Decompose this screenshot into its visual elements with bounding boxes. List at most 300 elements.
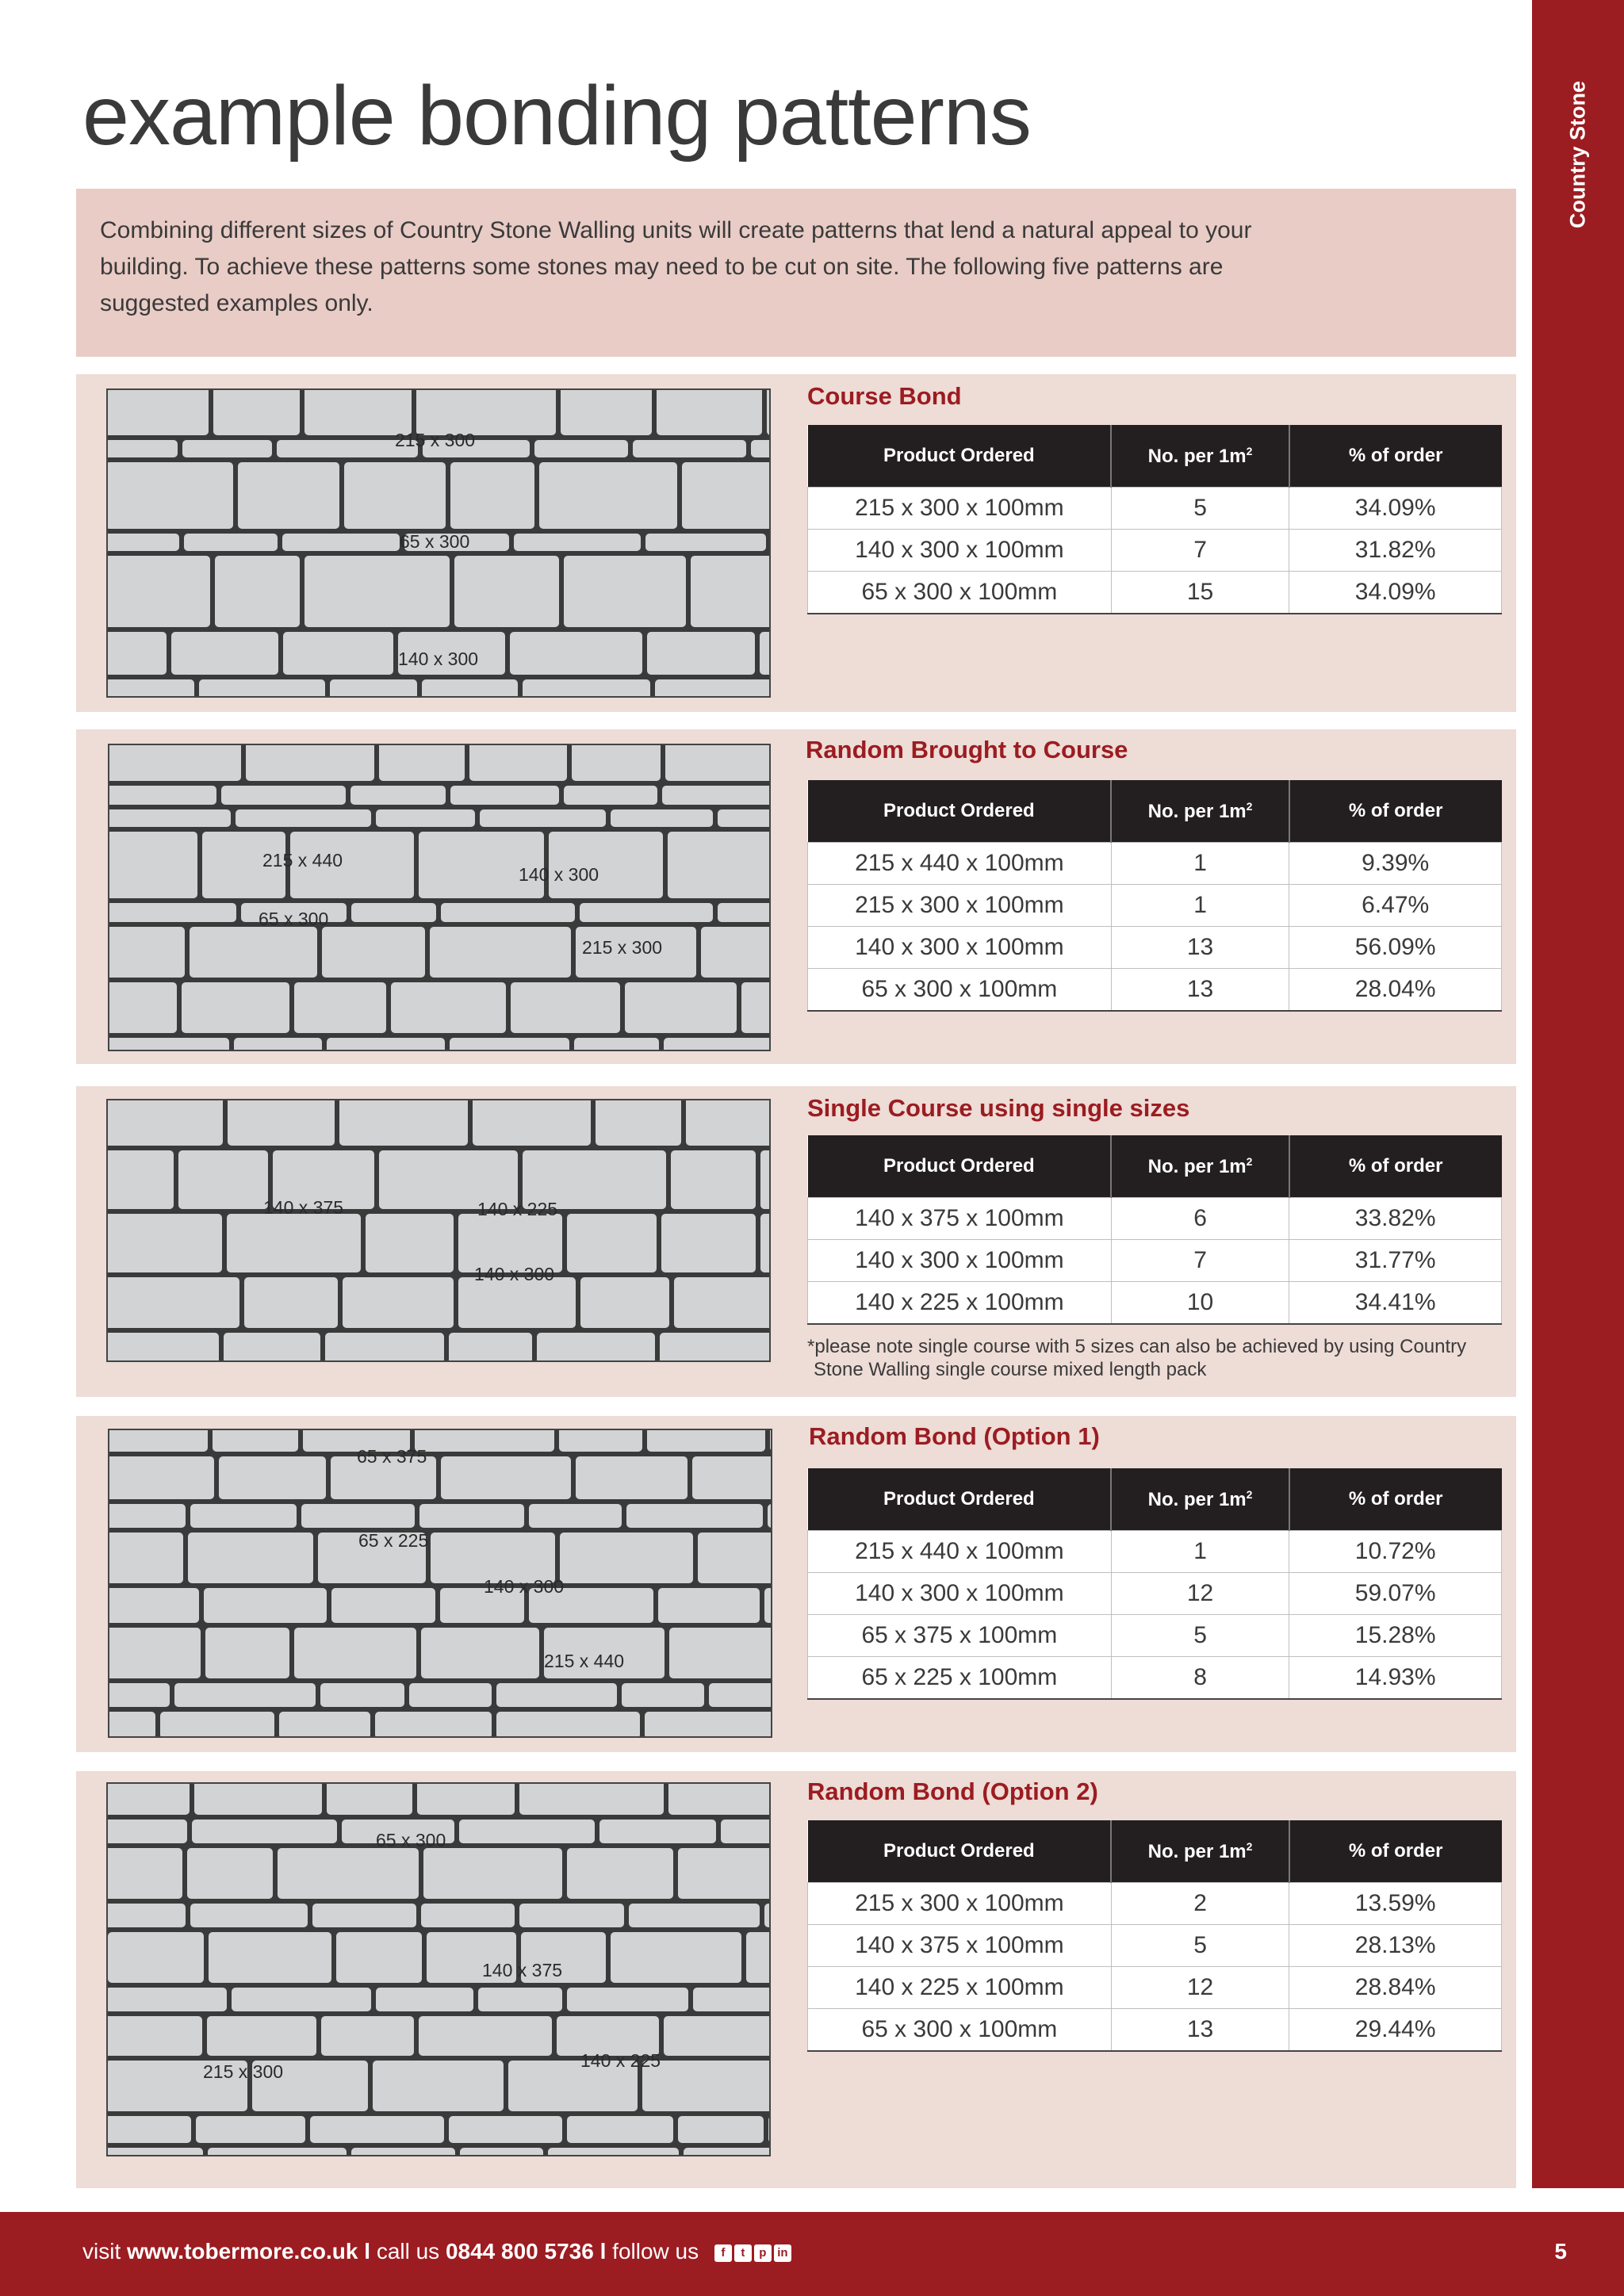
column-header-per-m2: No. per $1m^2$: [1111, 1820, 1289, 1883]
stone-block: [655, 679, 771, 698]
cell-percent: 14.93%: [1289, 1657, 1502, 1700]
stone-block: [764, 1588, 772, 1623]
stone-block: [664, 2016, 771, 2056]
cell-count: 5: [1111, 488, 1289, 530]
intro-text: Combining different sizes of Country Stone Walling units will create patterns that lend a natural appeal to your building. To achieve these patterns some stones may need to be cut on site. The following five patterns are suggested examples only.: [100, 217, 1252, 316]
stone-label: 140 x 300: [474, 1264, 555, 1284]
stone-block: [599, 1820, 716, 1843]
stone-block: [204, 1588, 327, 1623]
stone-block: [244, 1277, 338, 1328]
stone-block: [327, 1782, 412, 1815]
section-title: Random Bond (Option 2): [807, 1777, 1098, 1805]
stone-block: [633, 440, 746, 457]
stone-block: [686, 1099, 771, 1146]
stone-block: [344, 462, 446, 529]
table-row: [808, 1883, 1502, 1925]
stone-block: [668, 1782, 771, 1815]
stone-block: [529, 1504, 622, 1528]
column-header-per-m2: No. per $1m^2$: [1111, 780, 1289, 843]
stone-label: 140 x 375: [263, 1197, 344, 1218]
stone-block: [645, 1712, 772, 1738]
stone-block: [626, 1504, 763, 1528]
cell-percent: 31.82%: [1289, 530, 1502, 572]
stone-block: [106, 1099, 223, 1146]
table-row: [808, 843, 1502, 885]
table-row: [808, 1282, 1502, 1325]
stone-block: [106, 1904, 186, 1927]
stone-block: [373, 2061, 504, 2111]
stone-block: [106, 1988, 227, 2011]
section-title: Random Bond (Option 1): [809, 1422, 1100, 1450]
stone-block: [746, 1932, 771, 1983]
stone-block: [106, 534, 179, 551]
stone-block: [559, 1429, 642, 1452]
stone-block: [199, 679, 325, 698]
stone-block: [454, 556, 559, 627]
stone-block: [416, 388, 556, 435]
stone-block: [580, 903, 713, 922]
stone-block: [331, 1588, 435, 1623]
stone-block: [278, 1848, 419, 1899]
stone-block: [760, 632, 771, 675]
side-label: Country Stone: [1565, 81, 1590, 228]
footer-contact: [82, 2239, 791, 2264]
cell-count: 15: [1111, 572, 1289, 614]
stone-label: 215 x 440: [262, 850, 343, 871]
footnote-line: *please note single course with 5 sizes can also be achieved by using Country: [807, 1336, 1467, 1357]
cell-product: 65 x 300 x 100mm: [808, 572, 1112, 614]
stone-block: [449, 1333, 532, 1362]
pattern-panel-course-bond: [76, 374, 1516, 712]
stone-block: [327, 1038, 445, 1051]
stone-block: [678, 1848, 771, 1899]
stone-block: [629, 1904, 760, 1927]
stone-block: [108, 1533, 183, 1583]
stone-block: [351, 2148, 455, 2156]
cell-product: 65 x 300 x 100mm: [808, 2009, 1112, 2052]
product-table: [807, 1135, 1502, 1325]
stone-block: [209, 1932, 331, 1983]
stone-block: [322, 927, 425, 978]
stone-block: [473, 1099, 591, 1146]
follow-label: follow us: [612, 2239, 699, 2263]
stone-block: [580, 1277, 669, 1328]
cell-percent: 59.07%: [1289, 1573, 1502, 1615]
stone-block: [196, 2116, 305, 2143]
pinterest-icon[interactable]: p: [754, 2244, 772, 2262]
stone-block: [301, 1504, 415, 1528]
stone-block: [282, 534, 400, 551]
stone-label: 215 x 440: [544, 1651, 625, 1671]
stone-block: [611, 1932, 741, 1983]
stone-block: [108, 786, 216, 805]
column-header-per-m2: No. per $1m^2$: [1111, 1468, 1289, 1531]
side-bar: [1532, 0, 1624, 2188]
stone-block: [213, 388, 300, 435]
stone-block: [106, 1333, 219, 1362]
cell-percent: 31.77%: [1289, 1240, 1502, 1282]
table-row: [808, 927, 1502, 969]
stone-block: [213, 1429, 298, 1452]
facebook-icon[interactable]: f: [714, 2244, 732, 2262]
twitter-icon[interactable]: t: [734, 2244, 752, 2262]
cell-product: 140 x 300 x 100mm: [808, 530, 1112, 572]
cell-percent: 29.44%: [1289, 2009, 1502, 2052]
stone-block: [567, 1988, 688, 2011]
stone-block: [441, 903, 575, 922]
table-row: [808, 2009, 1502, 2052]
cell-product: 65 x 300 x 100mm: [808, 969, 1112, 1012]
stone-block: [190, 1504, 297, 1528]
stone-block: [510, 632, 642, 675]
cell-percent: 6.47%: [1289, 885, 1502, 927]
website-link[interactable]: www.tobermore.co.uk: [127, 2239, 358, 2263]
stone-block: [718, 809, 771, 827]
stone-block: [194, 1782, 322, 1815]
stone-label: 140 x 300: [484, 1576, 565, 1597]
stone-block: [188, 1533, 313, 1583]
stone-block: [376, 809, 475, 827]
stone-block: [108, 927, 185, 978]
stone-label: 215 x 300: [203, 2061, 284, 2082]
stone-block: [767, 388, 771, 435]
stone-block: [539, 462, 677, 529]
stone-block: [596, 1099, 681, 1146]
table-row: [808, 1925, 1502, 1967]
stone-block: [684, 2148, 771, 2156]
table-row: [808, 1198, 1502, 1240]
stone-label: 65 x 300: [376, 1830, 446, 1850]
stone-block: [108, 1683, 170, 1707]
stone-block: [106, 1848, 182, 1899]
stone-block: [567, 1214, 657, 1272]
stone-block: [339, 1099, 468, 1146]
stone-block: [330, 679, 417, 698]
intro-box: [76, 189, 1516, 357]
cell-product: 140 x 375 x 100mm: [808, 1198, 1112, 1240]
cell-count: 13: [1111, 927, 1289, 969]
stone-block: [751, 440, 771, 457]
stone-block: [279, 1712, 370, 1738]
wall-diagram-single-course: [106, 1099, 771, 1362]
column-header-product: Product Ordered: [808, 1135, 1112, 1198]
stone-block: [224, 1333, 320, 1362]
table-row: [808, 885, 1502, 927]
stone-label: 140 x 225: [580, 2050, 661, 2071]
stone-block: [441, 1456, 571, 1499]
stone-block: [423, 1848, 562, 1899]
stone-block: [669, 1628, 772, 1678]
table-header-row: [808, 1468, 1502, 1531]
stone-block: [106, 1782, 190, 1815]
cell-count: 10: [1111, 1282, 1289, 1325]
cell-count: 6: [1111, 1198, 1289, 1240]
product-table: [807, 425, 1502, 614]
stone-block: [419, 1504, 524, 1528]
cell-percent: 13.59%: [1289, 1883, 1502, 1925]
stone-block: [182, 440, 272, 457]
stone-block: [459, 1820, 595, 1843]
stone-block: [693, 1988, 771, 2011]
stone-block: [106, 2016, 202, 2056]
stone-block: [106, 1214, 222, 1272]
column-header-percent: % of order: [1289, 425, 1502, 488]
cell-product: 140 x 375 x 100mm: [808, 1925, 1112, 1967]
stone-block: [548, 2148, 679, 2156]
column-header-percent: % of order: [1289, 1820, 1502, 1883]
stone-block: [572, 744, 661, 781]
stone-block: [106, 1820, 187, 1843]
table-row: [808, 1615, 1502, 1657]
stone-block: [106, 679, 194, 698]
stone-block: [325, 1333, 444, 1362]
stone-block: [320, 1683, 404, 1707]
cell-percent: 28.84%: [1289, 1967, 1502, 2009]
table-row: [808, 488, 1502, 530]
stone-label: 140 x 375: [482, 1960, 563, 1980]
stone-block: [674, 1277, 771, 1328]
cell-percent: 28.04%: [1289, 969, 1502, 1012]
product-table: [807, 1468, 1502, 1700]
column-header-product: Product Ordered: [808, 1468, 1112, 1531]
stone-block: [564, 786, 657, 805]
stone-block: [379, 744, 465, 781]
cell-product: 215 x 300 x 100mm: [808, 885, 1112, 927]
stone-block: [106, 1150, 174, 1209]
product-table: [807, 1820, 1502, 2052]
stone-label: 65 x 300: [259, 909, 329, 929]
stone-block: [523, 679, 650, 698]
stone-block: [108, 1628, 201, 1678]
column-header-percent: % of order: [1289, 780, 1502, 843]
stone-block: [108, 1712, 155, 1738]
stone-block: [106, 388, 209, 435]
footnote: [807, 1335, 1505, 1381]
stone-block: [770, 1429, 772, 1452]
stone-block: [657, 388, 762, 435]
cell-count: 5: [1111, 1925, 1289, 1967]
stone-block: [567, 1848, 673, 1899]
stone-block: [192, 1820, 337, 1843]
stone-label: 65 x 375: [357, 1446, 427, 1467]
stone-block: [108, 1504, 186, 1528]
stone-block: [718, 903, 771, 922]
section-title: Random Brought to Course: [806, 736, 1128, 763]
stone-block: [215, 556, 300, 627]
cell-percent: 33.82%: [1289, 1198, 1502, 1240]
stone-block: [190, 1904, 308, 1927]
table-header-row: [808, 425, 1502, 488]
stone-block: [519, 1782, 664, 1815]
stone-block: [622, 1683, 704, 1707]
cell-count: 8: [1111, 1657, 1289, 1700]
stone-block: [304, 388, 412, 435]
stone-block: [449, 2116, 562, 2143]
stone-block: [232, 1988, 371, 2011]
stone-block: [678, 2116, 764, 2143]
stone-block: [187, 1848, 273, 1899]
stone-block: [106, 440, 178, 457]
product-table: [807, 780, 1502, 1012]
column-header-percent: % of order: [1289, 1135, 1502, 1198]
column-header-percent: % of order: [1289, 1468, 1502, 1531]
stone-block: [514, 534, 641, 551]
stone-block: [108, 1932, 204, 1983]
linkedin-icon[interactable]: in: [774, 2244, 791, 2262]
stone-block: [108, 809, 231, 827]
stone-block: [574, 1038, 659, 1051]
stone-block: [343, 1277, 454, 1328]
stone-block: [351, 903, 436, 922]
stone-block: [422, 679, 518, 698]
footnote-line: Stone Walling single course mixed length pack: [814, 1359, 1207, 1380]
stone-block: [768, 1504, 772, 1528]
stone-block: [227, 1214, 361, 1272]
cell-count: 1: [1111, 885, 1289, 927]
stone-block: [108, 982, 177, 1033]
stone-block: [760, 1214, 771, 1272]
table-row: [808, 1967, 1502, 2009]
stone-block: [642, 2061, 771, 2111]
stone-block: [174, 1683, 316, 1707]
cell-product: 140 x 300 x 100mm: [808, 1240, 1112, 1282]
stone-block: [221, 786, 346, 805]
cell-product: 140 x 225 x 100mm: [808, 1282, 1112, 1325]
stone-block: [741, 982, 771, 1033]
cell-count: 2: [1111, 1883, 1289, 1925]
stone-block: [480, 809, 606, 827]
stone-block: [108, 1038, 229, 1051]
column-header-product: Product Ordered: [808, 1820, 1112, 1883]
cell-count: 1: [1111, 843, 1289, 885]
stone-block: [421, 1628, 539, 1678]
stone-block: [350, 786, 446, 805]
table-header-row: [808, 1135, 1502, 1198]
stone-block: [496, 1712, 640, 1738]
cell-product: 140 x 300 x 100mm: [808, 1573, 1112, 1615]
stone-block: [450, 786, 559, 805]
stone-block: [106, 2148, 203, 2156]
stone-block: [496, 1683, 617, 1707]
stone-block: [658, 1588, 760, 1623]
stone-block: [205, 1628, 289, 1678]
stone-block: [511, 982, 620, 1033]
stone-block: [417, 1782, 515, 1815]
cell-count: 12: [1111, 1573, 1289, 1615]
phone-link[interactable]: 0844 800 5736: [445, 2239, 594, 2263]
separator: l: [358, 2239, 377, 2263]
stone-block: [366, 1214, 454, 1272]
stone-label: 140 x 300: [519, 864, 599, 885]
stone-block: [178, 1150, 268, 1209]
stone-block: [182, 982, 289, 1033]
pattern-panel-random-brought-to-course: [76, 729, 1516, 1064]
stone-block: [647, 1429, 765, 1452]
stone-block: [662, 786, 771, 805]
cell-product: 215 x 440 x 100mm: [808, 1531, 1112, 1573]
stone-block: [304, 556, 450, 627]
stone-block: [336, 1932, 422, 1983]
cell-percent: 10.72%: [1289, 1531, 1502, 1573]
stone-block: [108, 1588, 199, 1623]
stone-block: [691, 556, 771, 627]
stone-block: [560, 1533, 693, 1583]
stone-block: [534, 440, 628, 457]
cell-percent: 34.09%: [1289, 572, 1502, 614]
cell-product: 65 x 225 x 100mm: [808, 1657, 1112, 1700]
table-header-row: [808, 780, 1502, 843]
cell-count: 12: [1111, 1967, 1289, 2009]
stone-label: 140 x 225: [477, 1199, 558, 1219]
section-title: Course Bond: [807, 382, 962, 410]
stone-block: [108, 1456, 214, 1499]
table-row: [808, 530, 1502, 572]
stone-block: [171, 632, 278, 675]
stone-block: [625, 982, 737, 1033]
table-row: [808, 969, 1502, 1012]
stone-block: [611, 809, 713, 827]
pattern-panel-random-bond-option-1: [76, 1416, 1516, 1752]
call-label: call us: [376, 2239, 446, 2263]
cell-percent: 9.39%: [1289, 843, 1502, 885]
stone-block: [106, 1277, 239, 1328]
stone-block: [376, 1988, 473, 2011]
stone-block: [106, 462, 233, 529]
cell-count: 5: [1111, 1615, 1289, 1657]
stone-block: [460, 2148, 543, 2156]
stone-block: [208, 2148, 347, 2156]
cell-count: 13: [1111, 969, 1289, 1012]
stone-block: [698, 1533, 772, 1583]
stone-block: [721, 1820, 771, 1843]
stone-block: [537, 1333, 655, 1362]
stone-label: 215 x 300: [395, 430, 476, 450]
stone-label: 65 x 300: [400, 531, 470, 552]
stone-block: [567, 2116, 673, 2143]
social-icons: [714, 2244, 791, 2262]
stone-block: [246, 744, 374, 781]
stone-block: [768, 2116, 771, 2143]
pattern-panel-single-course: [76, 1086, 1516, 1397]
stone-block: [108, 1429, 208, 1452]
column-header-product: Product Ordered: [808, 425, 1112, 488]
stone-block: [665, 744, 771, 781]
stone-block: [450, 1038, 569, 1051]
stone-block: [692, 1456, 772, 1499]
table-row: [808, 1657, 1502, 1700]
stone-block: [668, 832, 771, 898]
cell-count: 13: [1111, 2009, 1289, 2052]
stone-label: 215 x 300: [582, 937, 663, 958]
stone-block: [283, 632, 393, 675]
stone-block: [419, 2016, 552, 2056]
stone-block: [564, 556, 686, 627]
stone-block: [108, 832, 197, 898]
wall-diagram-random-bond-1: [108, 1429, 772, 1738]
table-row: [808, 1573, 1502, 1615]
stone-block: [415, 1429, 554, 1452]
page-title: example bonding patterns: [82, 69, 1031, 163]
table-row: [808, 1531, 1502, 1573]
cell-percent: 34.09%: [1289, 488, 1502, 530]
stone-block: [238, 462, 339, 529]
stone-block: [106, 2116, 191, 2143]
stone-block: [236, 809, 371, 827]
stone-block: [647, 632, 755, 675]
stone-block: [219, 1456, 326, 1499]
cell-product: 215 x 300 x 100mm: [808, 488, 1112, 530]
cell-product: 140 x 225 x 100mm: [808, 1967, 1112, 2009]
